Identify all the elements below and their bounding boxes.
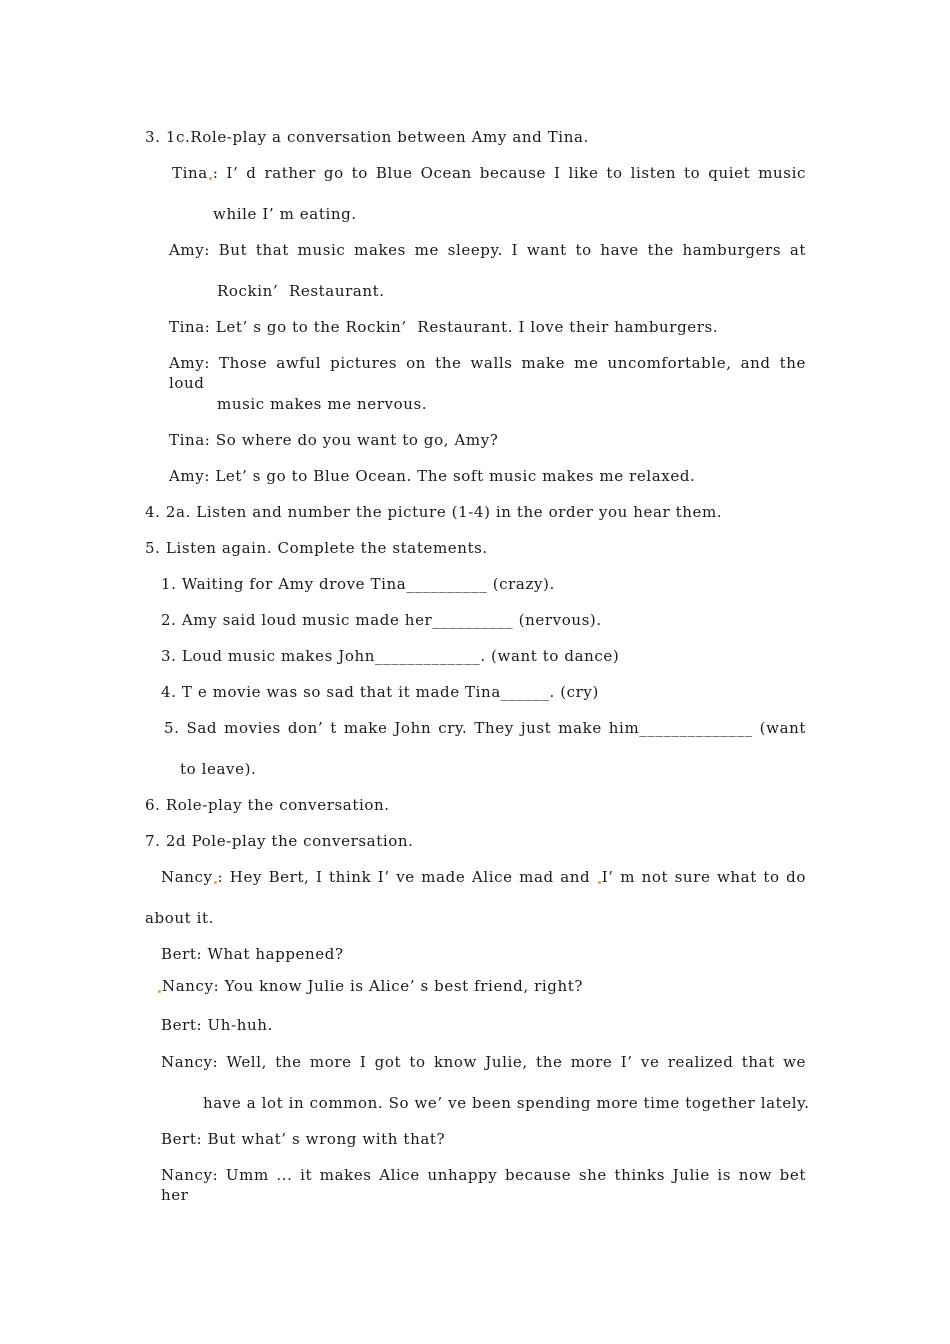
q5-item-2: 2. Amy said loud music made her__________ (nervous). [161,611,602,629]
dialogue-line-nancy-3: Nancy: Well, the more I got to know Julie, the more I’ ve realized that we [161,1053,806,1071]
dialogue-line-nancy-1-cont: about it. [145,909,215,927]
annotation-dot [158,990,161,993]
q5-item-1: 1. Waiting for Amy drove Tina__________ (crazy). [161,575,555,593]
dialogue-line-nancy-1 [161,867,806,887]
dialogue-line-nancy-3-cont: have a lot in common. So we’ ve been spending more time together lately. [203,1094,810,1112]
q3-heading: 3. 1c.Role-play a conversation between Amy and Tina. [145,128,589,146]
dialogue-line-bert-2: Bert: Uh-huh. [161,1016,273,1034]
dialogue-line-nancy-4: Nancy: Umm ... it makes Alice unhappy because she thinks Julie is now bet her [161,1166,806,1204]
q7-heading: 7. 2d Pole-play the conversation. [145,832,414,850]
dialogue-line-tina-2: Tina: Let’ s go to the Rockin’ Restaurant. I love their hamburgers. [169,318,719,336]
dialogue-line-bert-3: Bert: But what’ s wrong with that? [161,1130,446,1148]
q6-heading: 6. Role-play the conversation. [145,796,390,814]
dialogue-text: : Hey Bert, I think I’ ve made Alice mad and [217,868,597,886]
dialogue-line-amy-1: Amy: But that music makes me sleepy. I want to have the hamburgers at [169,241,806,259]
dialogue-text: I’ m not sure what to do [601,868,806,886]
dialogue-line-tina-1-cont: while I’ m eating. [213,205,357,223]
dialogue-text: : I’ d rather go to Blue Ocean because I like to listen to quiet music [212,164,806,182]
speaker-nancy: Nancy [161,868,213,886]
dialogue-line-amy-2-cont: music makes me nervous. [217,395,428,413]
dialogue-line-amy-1-cont: Rockin’ Restaurant. [217,282,385,300]
q5-item-5-cont: to leave). [180,760,257,778]
speaker-tina: Tina [172,164,208,182]
q4-heading: 4. 2a. Listen and number the picture (1-4) in the order you hear them. [145,503,723,521]
dialogue-line-amy-2: Amy: Those awful pictures on the walls make me uncomfortable, and the loud [169,354,806,392]
dialogue-line-tina-3: Tina: So where do you want to go, Amy? [169,431,499,449]
q5-item-5: 5. Sad movies don’ t make John cry. They just make him______________ (want [164,719,806,737]
dialogue-text: Nancy: You know Julie is Alice’ s best friend, right? [162,977,584,995]
dialogue-line-tina-1 [172,163,806,183]
annotation-dot [214,881,217,884]
dialogue-line-amy-3: Amy: Let’ s go to Blue Ocean. The soft music makes me relaxed. [169,467,696,485]
annotation-dot [209,177,212,180]
q5-heading: 5. Listen again. Complete the statements. [145,539,488,557]
dialogue-line-nancy-2 [157,976,583,996]
q5-item-3: 3. Loud music makes John_____________. (want to dance) [161,647,620,665]
annotation-dot [598,881,601,884]
q5-item-4: 4. T e movie was so sad that it made Tina______. (cry) [161,683,599,701]
dialogue-line-bert-1: Bert: What happened? [161,945,344,963]
